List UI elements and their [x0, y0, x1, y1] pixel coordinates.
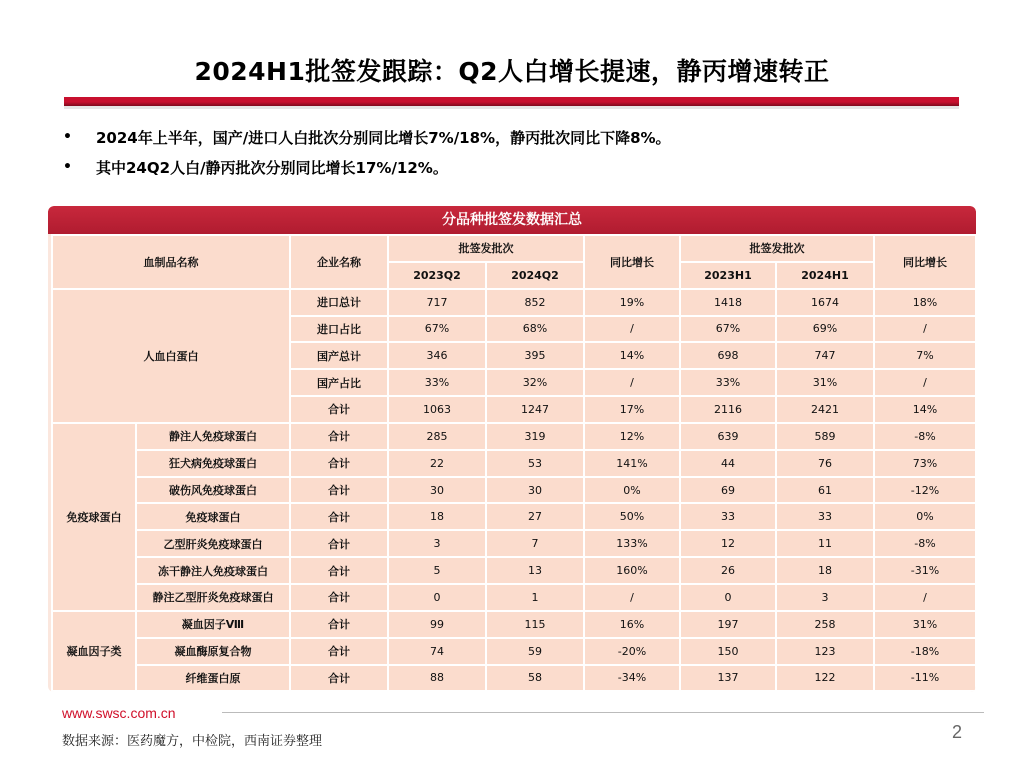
value-2023h1: 150 [680, 638, 776, 665]
table-row [52, 665, 976, 692]
value-yoy-h: -8% [874, 530, 976, 557]
value-yoy-q: 0% [584, 477, 680, 504]
value-2024h1: 2421 [776, 396, 874, 423]
product-cell: 乙型肝炎免疫球蛋白 [136, 530, 290, 557]
company-cell: 合计 [290, 423, 388, 450]
value-2024q2: 319 [486, 423, 584, 450]
batch-release-table [48, 206, 976, 692]
footer-url-link[interactable]: www.swsc.com.cn [62, 705, 176, 721]
value-2024h1: 747 [776, 342, 874, 369]
value-2023h1: 44 [680, 450, 776, 477]
value-2024q2: 7 [486, 530, 584, 557]
bullet-list [60, 122, 671, 182]
value-2023q2: 717 [388, 289, 486, 316]
value-2023h1: 12 [680, 530, 776, 557]
value-yoy-h: 0% [874, 503, 976, 530]
table-row [52, 423, 976, 450]
page-number: 2 [952, 722, 963, 742]
value-2024h1: 31% [776, 369, 874, 396]
value-2024h1: 1674 [776, 289, 874, 316]
product-cell: 狂犬病免疫球蛋白 [136, 450, 290, 477]
product-cell: 纤维蛋白原 [136, 665, 290, 692]
value-2024h1: 3 [776, 584, 874, 611]
value-2023q2: 285 [388, 423, 486, 450]
value-yoy-q: / [584, 316, 680, 343]
company-cell: 合计 [290, 665, 388, 692]
value-2023h1: 33% [680, 369, 776, 396]
table-caption: 分品种批签发数据汇总 [48, 206, 976, 234]
value-yoy-q: 12% [584, 423, 680, 450]
value-2024q2: 53 [486, 450, 584, 477]
value-2024q2: 395 [486, 342, 584, 369]
value-yoy-q: 160% [584, 557, 680, 584]
company-cell: 合计 [290, 477, 388, 504]
value-2023q2: 67% [388, 316, 486, 343]
value-2023h1: 0 [680, 584, 776, 611]
value-2023h1: 1418 [680, 289, 776, 316]
value-yoy-h: -12% [874, 477, 976, 504]
value-2023q2: 18 [388, 503, 486, 530]
value-2023q2: 99 [388, 611, 486, 638]
header-2023h1: 2023H1 [680, 262, 776, 289]
product-cell: 静注乙型肝炎免疫球蛋白 [136, 584, 290, 611]
value-2023h1: 2116 [680, 396, 776, 423]
value-2024q2: 852 [486, 289, 584, 316]
table-row [52, 450, 976, 477]
value-2024q2: 58 [486, 665, 584, 692]
group-albumin: 人血白蛋白 [52, 289, 290, 423]
value-2024h1: 123 [776, 638, 874, 665]
footer-divider [222, 712, 984, 713]
value-2023h1: 197 [680, 611, 776, 638]
header-2023q2: 2023Q2 [388, 262, 486, 289]
value-yoy-h: 18% [874, 289, 976, 316]
value-2024h1: 61 [776, 477, 874, 504]
value-2023q2: 33% [388, 369, 486, 396]
data-table [51, 234, 976, 692]
company-cell: 进口占比 [290, 316, 388, 343]
company-cell: 合计 [290, 584, 388, 611]
value-yoy-q: 14% [584, 342, 680, 369]
company-cell: 合计 [290, 557, 388, 584]
value-2024q2: 68% [486, 316, 584, 343]
value-2023q2: 30 [388, 477, 486, 504]
table-row [52, 503, 976, 530]
table-row [52, 289, 976, 316]
value-2024q2: 115 [486, 611, 584, 638]
header-product: 血制品名称 [52, 235, 290, 289]
company-cell: 国产占比 [290, 369, 388, 396]
value-yoy-h: -31% [874, 557, 976, 584]
value-2023q2: 74 [388, 638, 486, 665]
value-2023q2: 346 [388, 342, 486, 369]
value-2024h1: 18 [776, 557, 874, 584]
product-cell: 冻干静注人免疫球蛋白 [136, 557, 290, 584]
company-cell: 进口总计 [290, 289, 388, 316]
page-title: 2024H1批签发跟踪：Q2人白增长提速，静丙增速转正 [194, 57, 830, 86]
header-yoy-h: 同比增长 [874, 235, 976, 289]
product-cell: 静注人免疫球蛋白 [136, 423, 290, 450]
value-yoy-q: / [584, 369, 680, 396]
value-yoy-q: / [584, 584, 680, 611]
value-yoy-h: 7% [874, 342, 976, 369]
bullet-item [60, 122, 671, 152]
header-2024h1: 2024H1 [776, 262, 874, 289]
value-yoy-q: 133% [584, 530, 680, 557]
group-coagulation: 凝血因子类 [52, 611, 136, 692]
bullet-text: 2024年上半年，国产/进口人白批次分别同比增长7%/18%，静丙批次同比下降8%。 [96, 128, 671, 147]
value-2024h1: 69% [776, 316, 874, 343]
value-2023h1: 33 [680, 503, 776, 530]
value-2023h1: 69 [680, 477, 776, 504]
bullet-dot: • [63, 129, 72, 145]
company-cell: 合计 [290, 503, 388, 530]
company-cell: 合计 [290, 396, 388, 423]
product-cell: 凝血酶原复合物 [136, 638, 290, 665]
header-yoy-q: 同比增长 [584, 235, 680, 289]
value-2023q2: 1063 [388, 396, 486, 423]
value-2024q2: 13 [486, 557, 584, 584]
value-yoy-h: -11% [874, 665, 976, 692]
bullet-dot: • [63, 159, 72, 175]
table-row [52, 557, 976, 584]
table-row [52, 584, 976, 611]
company-cell: 合计 [290, 530, 388, 557]
value-2024q2: 59 [486, 638, 584, 665]
product-cell: 破伤风免疫球蛋白 [136, 477, 290, 504]
value-yoy-h: -8% [874, 423, 976, 450]
value-yoy-h: 31% [874, 611, 976, 638]
table-row [52, 611, 976, 638]
table-row [52, 530, 976, 557]
value-2024h1: 122 [776, 665, 874, 692]
value-2023q2: 22 [388, 450, 486, 477]
value-2023q2: 0 [388, 584, 486, 611]
value-2023h1: 67% [680, 316, 776, 343]
value-2023h1: 26 [680, 557, 776, 584]
value-yoy-q: 19% [584, 289, 680, 316]
bullet-item [60, 152, 671, 182]
product-cell: 凝血因子Ⅷ [136, 611, 290, 638]
value-2023q2: 3 [388, 530, 486, 557]
value-yoy-h: 14% [874, 396, 976, 423]
value-yoy-q: 141% [584, 450, 680, 477]
value-yoy-h: 73% [874, 450, 976, 477]
value-2023h1: 639 [680, 423, 776, 450]
group-immunoglobulin: 免疫球蛋白 [52, 423, 136, 611]
header-batches-q: 批签发批次 [388, 235, 584, 262]
title-underline [64, 97, 959, 106]
value-2024h1: 589 [776, 423, 874, 450]
table-row [52, 477, 976, 504]
company-cell: 合计 [290, 450, 388, 477]
value-yoy-q: -20% [584, 638, 680, 665]
company-cell: 国产总计 [290, 342, 388, 369]
value-yoy-h: -18% [874, 638, 976, 665]
value-yoy-q: 17% [584, 396, 680, 423]
value-2023h1: 698 [680, 342, 776, 369]
value-2024h1: 11 [776, 530, 874, 557]
value-yoy-q: 50% [584, 503, 680, 530]
value-2023h1: 137 [680, 665, 776, 692]
value-2023q2: 88 [388, 665, 486, 692]
value-2024q2: 1247 [486, 396, 584, 423]
header-2024q2: 2024Q2 [486, 262, 584, 289]
header-batches-h: 批签发批次 [680, 235, 874, 262]
table-row [52, 638, 976, 665]
value-2024q2: 32% [486, 369, 584, 396]
data-source-note: 数据来源：医药魔方，中检院，西南证券整理 [62, 734, 323, 749]
bullet-text: 其中24Q2人白/静丙批次分别同比增长17%/12%。 [96, 158, 448, 177]
company-cell: 合计 [290, 638, 388, 665]
value-yoy-h: / [874, 316, 976, 343]
value-yoy-q: 16% [584, 611, 680, 638]
value-2024q2: 27 [486, 503, 584, 530]
value-yoy-h: / [874, 369, 976, 396]
value-2024q2: 30 [486, 477, 584, 504]
header-company: 企业名称 [290, 235, 388, 289]
value-2024h1: 258 [776, 611, 874, 638]
value-2024h1: 76 [776, 450, 874, 477]
product-cell: 免疫球蛋白 [136, 503, 290, 530]
value-yoy-h: / [874, 584, 976, 611]
value-2023q2: 5 [388, 557, 486, 584]
value-yoy-q: -34% [584, 665, 680, 692]
company-cell: 合计 [290, 611, 388, 638]
value-2024q2: 1 [486, 584, 584, 611]
value-2024h1: 33 [776, 503, 874, 530]
